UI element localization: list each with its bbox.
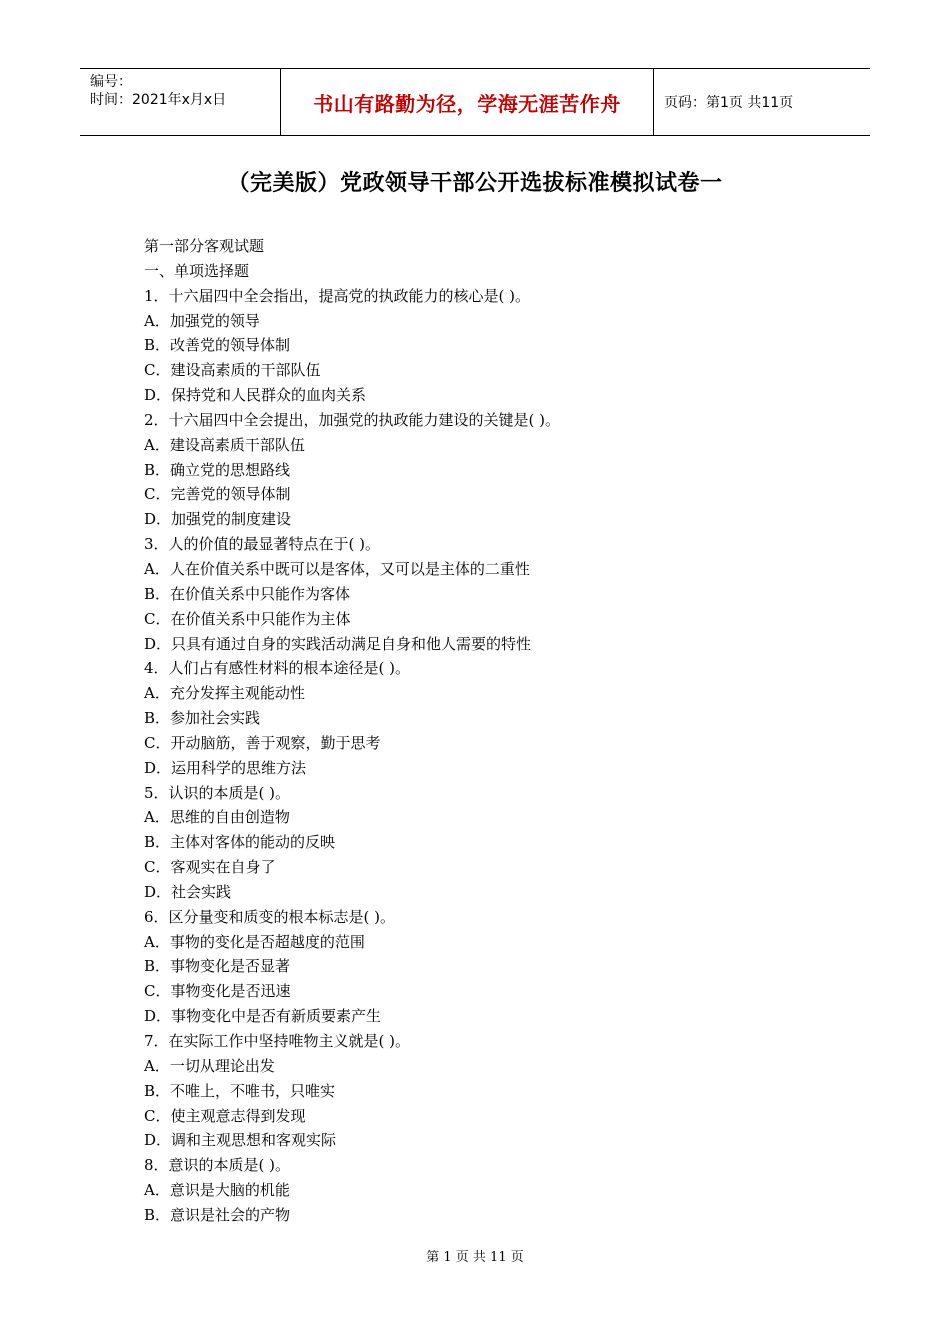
document-date: 时间：2021年x月x日: [90, 92, 227, 108]
content-line: 8．意识的本质是( )。: [144, 1156, 291, 1175]
document-title: （完美版）党政领导干部公开选拔标准模拟试卷一: [227, 171, 723, 196]
page-footer: 第 1 页 共 11 页: [426, 1250, 524, 1265]
content-line: B．意识是社会的产物: [144, 1205, 291, 1224]
motto-text: 书山有路勤为径，学海无涯苦作舟: [313, 91, 621, 116]
content-line: A．思维的自由创造物: [144, 808, 290, 827]
content-line: 4．人们占有感性材料的根本途径是( )。: [144, 659, 411, 678]
content-line: A．事物的变化是否超越度的范围: [144, 932, 365, 951]
content-line: D．社会实践: [144, 882, 232, 901]
content-line: A．意识是大脑的机能: [144, 1181, 290, 1200]
content-line: 一、单项选择题: [144, 261, 250, 280]
content-line: B．事物变化是否显著: [144, 957, 291, 976]
content-line: 1．十六届四中全会指出，提高党的执政能力的核心是( )。: [144, 286, 531, 305]
content-line: C．事物变化是否迅速: [144, 982, 291, 1001]
content-line: A．一切从理论出发: [144, 1056, 275, 1075]
content-line: C．完善党的领导体制: [144, 485, 291, 504]
content-line: B．在价值关系中只能作为客体: [144, 584, 351, 603]
page-info-text: 页码：第1页 共11页: [664, 95, 794, 111]
content-line: D．加强党的制度建设: [144, 510, 292, 529]
content-line: D．调和主观思想和客观实际: [144, 1131, 337, 1150]
content-line: A．充分发挥主观能动性: [144, 684, 305, 703]
content-line: C．建设高素质的干部队伍: [144, 361, 321, 380]
header-meta: [80, 69, 281, 135]
content-line: D．保持党和人民群众的血肉关系: [144, 386, 367, 405]
content-line: D．只具有通过自身的实践活动满足自身和他人需要的特性: [144, 634, 532, 653]
content-line: B．参加社会实践: [144, 709, 261, 728]
content-line: B．不唯上，不唯书，只唯实: [144, 1081, 336, 1100]
content-line: C．开动脑筋，善于观察，勤于思考: [144, 733, 381, 752]
content-line: A．加强党的领导: [144, 311, 260, 330]
document-number-label: 编号：: [90, 74, 132, 90]
content-line: C．使主观意志得到发现: [144, 1106, 306, 1125]
content-line: B．主体对客体的能动的反映: [144, 833, 336, 852]
content-line: 第一部分客观试题: [144, 237, 265, 255]
page-header: [80, 68, 870, 136]
header-motto-cell: [281, 69, 654, 135]
content-line: 5．认识的本质是( )。: [144, 783, 291, 802]
content-line: 3．人的价值的最显著特点在于( )。: [144, 535, 381, 554]
content-line: A．建设高素质干部队伍: [144, 435, 305, 454]
header-page-info: [664, 69, 870, 135]
content-line: 6．区分量变和质变的根本标志是( )。: [144, 907, 396, 926]
content-line: D．运用科学的思维方法: [144, 758, 307, 777]
content-line: C．在价值关系中只能作为主体: [144, 609, 351, 628]
content-line: 2．十六届四中全会提出，加强党的执政能力建设的关键是( )。: [144, 410, 561, 429]
content-line: B．改善党的领导体制: [144, 336, 291, 355]
content-line: D．事物变化中是否有新质要素产生: [144, 1007, 382, 1026]
content-line: A．人在价值关系中既可以是客体，又可以是主体的二重性: [144, 559, 530, 578]
content-line: 7．在实际工作中坚持唯物主义就是( )。: [144, 1032, 411, 1050]
exam-content: [144, 234, 844, 1228]
content-line: B．确立党的思想路线: [144, 460, 291, 479]
content-line: C．客观实在自身了: [144, 858, 276, 877]
